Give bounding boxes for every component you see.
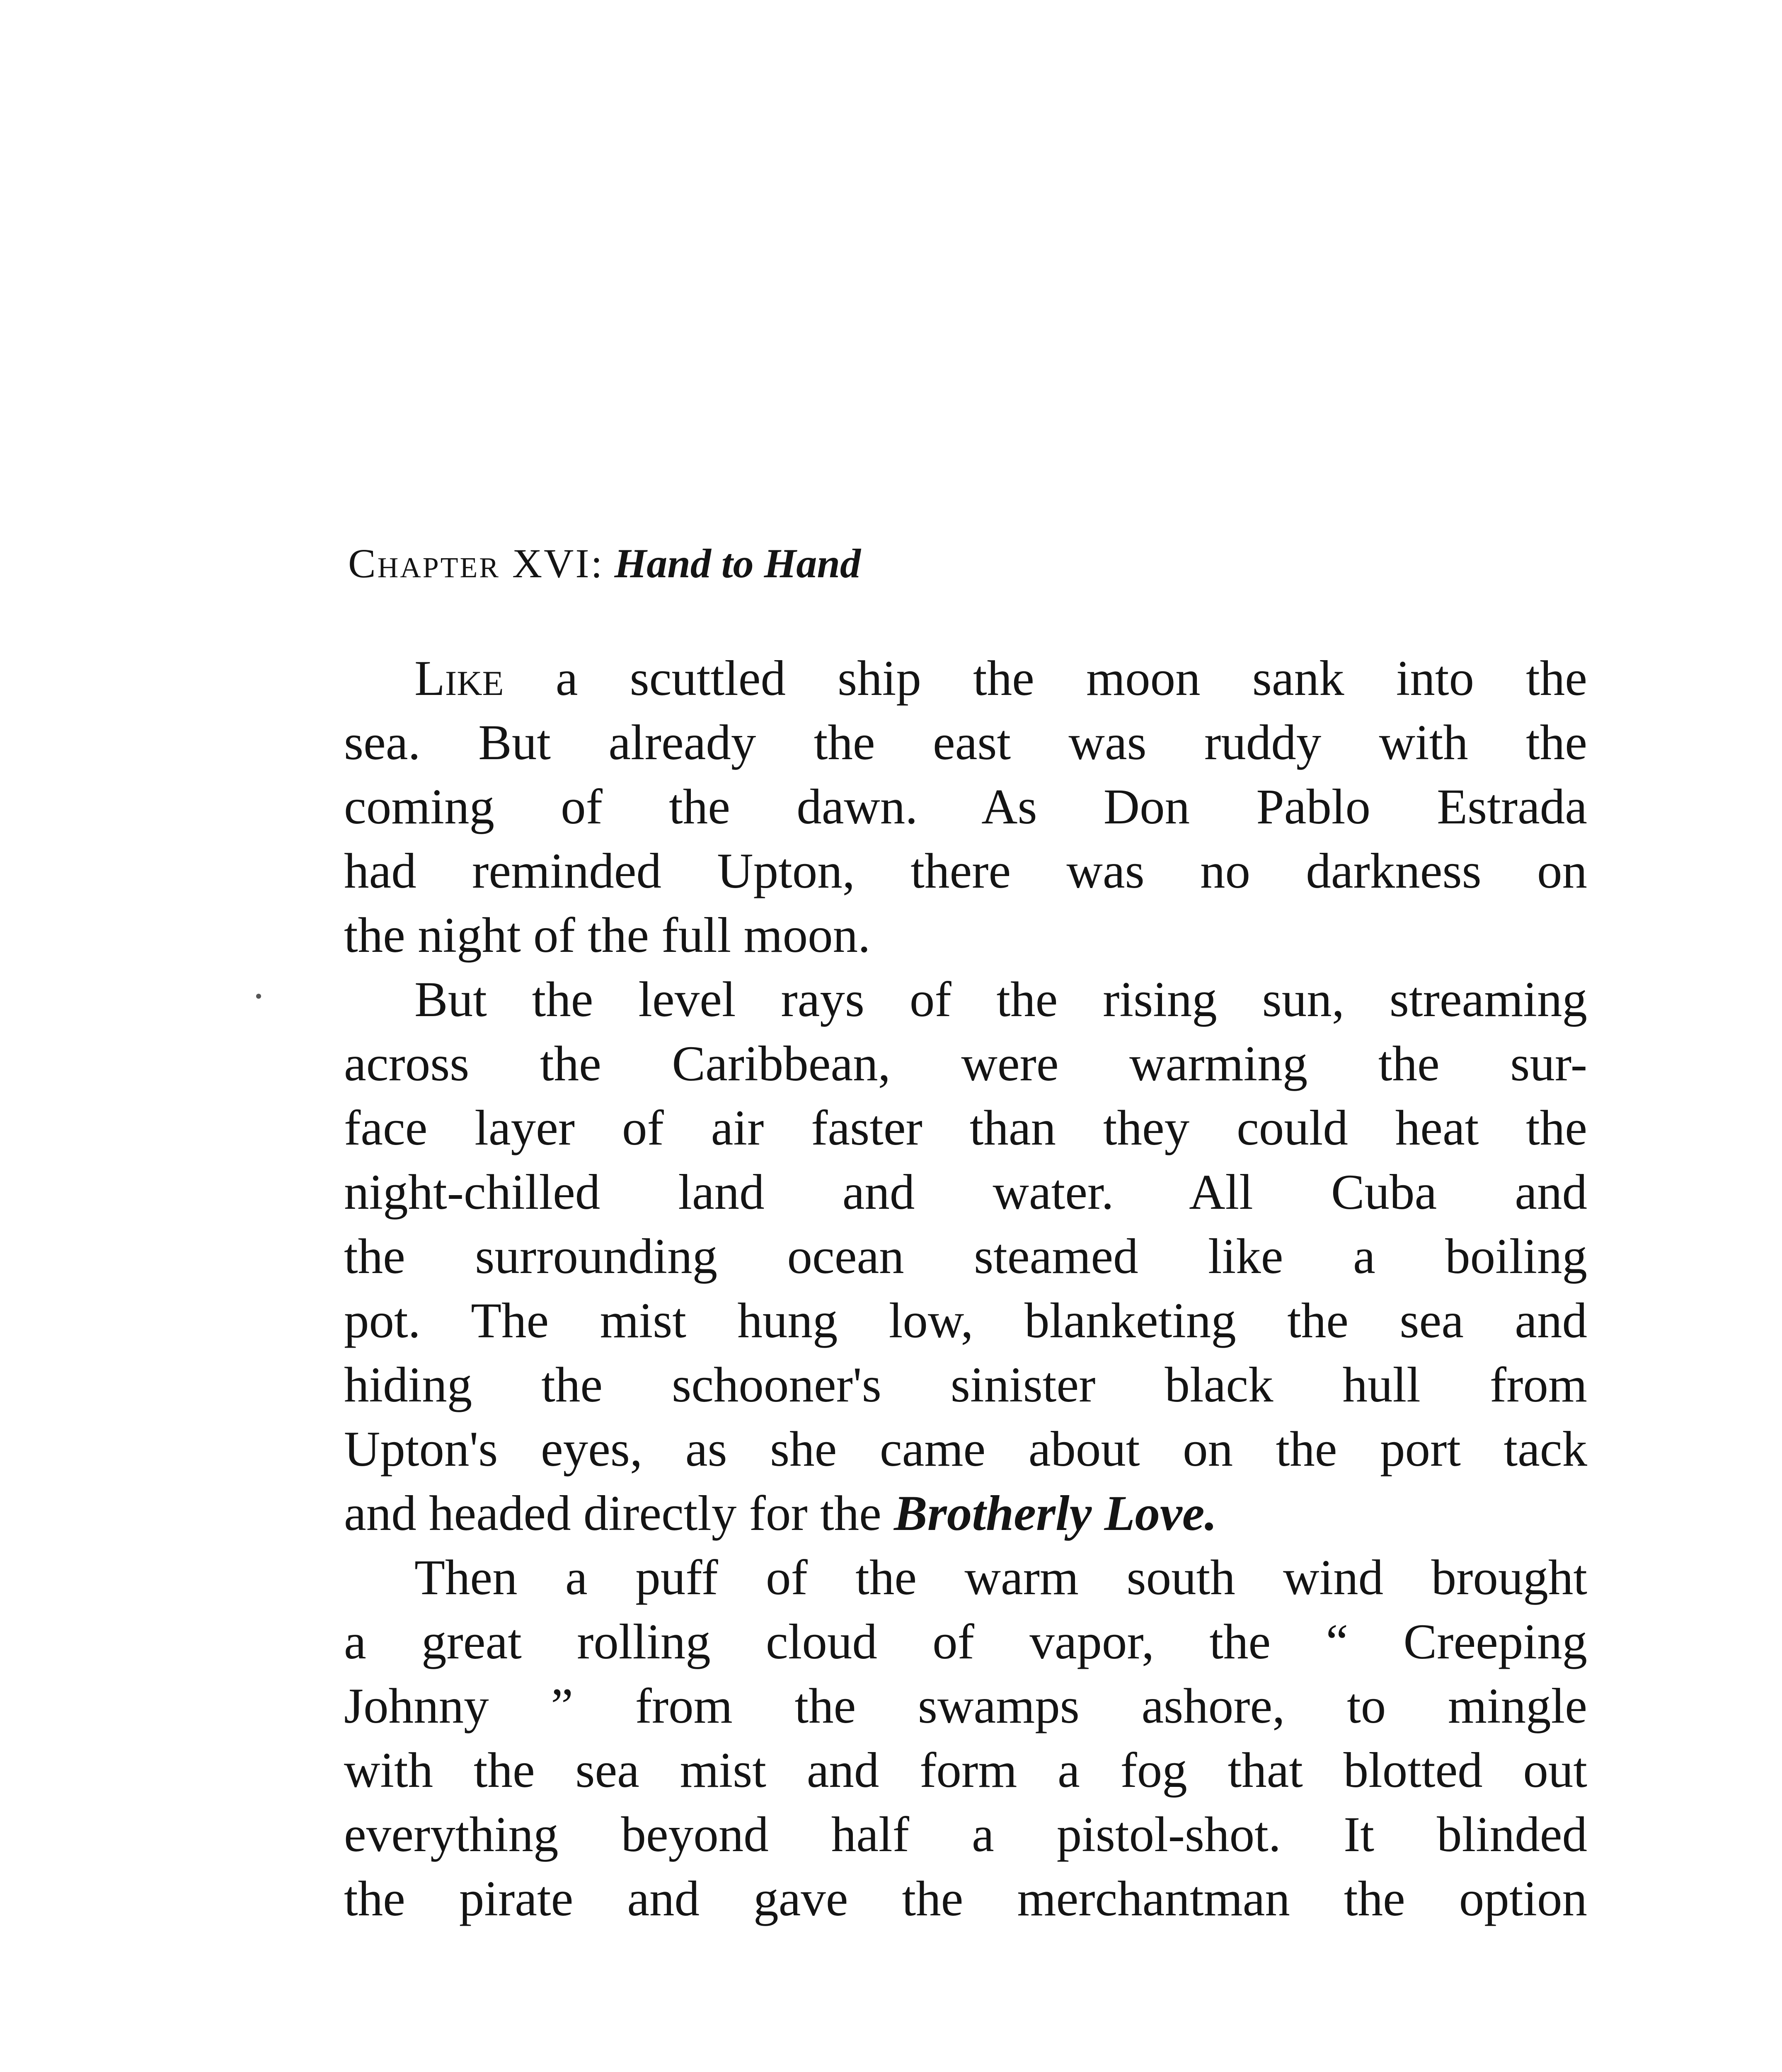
text-line: the surrounding ocean steamed like a boiling — [344, 1229, 1587, 1284]
chapter-body — [344, 646, 1587, 1931]
text-line: across the Caribbean, were warming the sur- — [344, 1036, 1587, 1092]
text-line: and headed directly for the Brotherly Love. — [344, 1486, 1217, 1541]
text-line: pot. The mist hung low, blanketing the sea and — [344, 1293, 1587, 1348]
text-line: night-chilled land and water. All Cuba and — [344, 1164, 1587, 1220]
text-line: the night of the full moon. — [344, 908, 871, 963]
drop-word: Like — [414, 651, 504, 706]
text-line: Like a scuttled ship the moon sank into the — [414, 651, 1587, 706]
text-line: Johnny ” from the swamps ashore, to mingle — [344, 1678, 1587, 1734]
chapter-label: Chapter XVI: — [348, 540, 604, 586]
text-line: a great rolling cloud of vapor, the “ Creeping — [344, 1614, 1587, 1670]
text-line: the pirate and gave the merchantman the option — [344, 1871, 1587, 1927]
text-line: sea. But already the east was ruddy with the — [344, 715, 1587, 770]
text-line: face layer of air faster than they could heat the — [344, 1100, 1587, 1156]
text-line: hiding the schooner's sinister black hull from — [344, 1357, 1587, 1413]
text-line: everything beyond half a pistol-shot. It blinded — [344, 1807, 1587, 1862]
text-line: with the sea mist and form a fog that blotted out — [344, 1743, 1587, 1798]
text-line: But the level rays of the rising sun, streaming — [414, 972, 1587, 1027]
text-line: Upton's eyes, as she came about on the port tack — [344, 1421, 1587, 1477]
chapter-heading — [348, 539, 861, 588]
text-line: had reminded Upton, there was no darkness on — [344, 843, 1587, 899]
print-speck — [256, 994, 261, 999]
text-line: coming of the dawn. As Don Pablo Estrada — [344, 779, 1587, 835]
ship-name: Brotherly Love. — [894, 1486, 1217, 1541]
chapter-title: Hand to Hand — [614, 540, 861, 586]
text-line: Then a puff of the warm south wind brought — [414, 1550, 1587, 1605]
